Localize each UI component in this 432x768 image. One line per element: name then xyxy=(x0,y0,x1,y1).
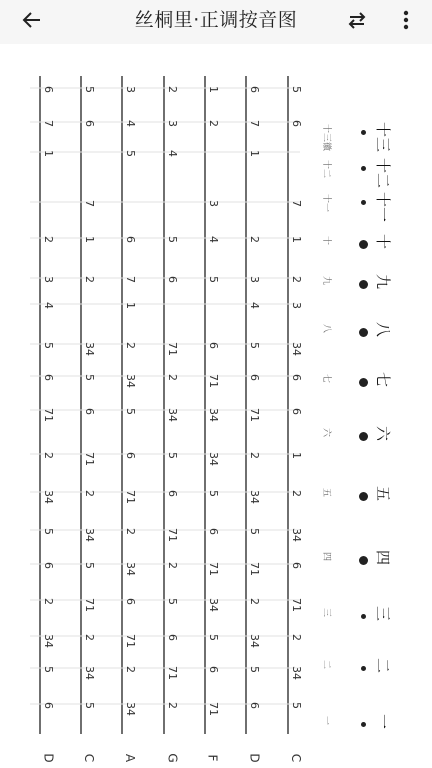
note-cell: 1 xyxy=(124,302,137,309)
string-name: D xyxy=(247,753,262,763)
note-cell: 6 xyxy=(207,666,220,673)
note-cell: 2 xyxy=(290,634,303,641)
note-cell: 6 xyxy=(42,374,55,381)
note-cell: 6 xyxy=(248,86,261,93)
note-cell: 7 xyxy=(42,120,55,127)
hui-label: 一 xyxy=(374,714,392,730)
tablature-sheet xyxy=(0,44,432,768)
note-cell: 5 xyxy=(42,342,55,349)
note-cell: 2 xyxy=(248,236,261,243)
hui-dot-icon xyxy=(361,666,366,671)
hui-label: 十 xyxy=(374,234,392,250)
note-cell: 6 xyxy=(248,702,261,709)
note-cell: 5 xyxy=(124,150,137,157)
note-cell: 71 xyxy=(248,562,261,576)
hui-dot-icon xyxy=(359,328,368,337)
note-cell: 1 xyxy=(248,150,261,157)
note-cell: 4 xyxy=(248,302,261,309)
note-cell: 71 xyxy=(124,490,137,504)
string-name: D xyxy=(41,753,56,763)
hui-dot-icon xyxy=(361,166,366,171)
note-cell: 34 xyxy=(248,490,261,504)
note-cell: 71 xyxy=(290,598,303,612)
fingering-text: 十 xyxy=(321,236,331,246)
hui-label: 三 xyxy=(374,606,392,622)
note-cell: 2 xyxy=(83,490,96,497)
note-cell: 6 xyxy=(207,528,220,535)
string-name: C xyxy=(289,753,304,763)
note-cell: 2 xyxy=(166,562,179,569)
note-cell: 34 xyxy=(124,702,137,716)
note-cell: 2 xyxy=(166,86,179,93)
note-cell: 6 xyxy=(166,634,179,641)
fingering-text: 九 xyxy=(321,276,331,286)
note-cell: 5 xyxy=(83,86,96,93)
string-name: C xyxy=(82,753,97,763)
note-cell: 6 xyxy=(248,374,261,381)
note-cell: 3 xyxy=(248,276,261,283)
note-cell: 71 xyxy=(248,408,261,422)
note-cell: 6 xyxy=(290,120,303,127)
note-cell: 34 xyxy=(124,562,137,576)
note-cell: 34 xyxy=(290,528,303,542)
note-cell: 71 xyxy=(166,666,179,680)
note-cell: 5 xyxy=(166,452,179,459)
note-cell: 6 xyxy=(124,598,137,605)
note-cell: 2 xyxy=(166,702,179,709)
note-cell: 5 xyxy=(42,528,55,535)
hui-dot-icon xyxy=(359,378,368,387)
note-cell: 2 xyxy=(83,276,96,283)
string-name: F xyxy=(205,754,220,762)
note-cell: 34 xyxy=(42,634,55,648)
note-cell: 34 xyxy=(207,452,220,466)
note-cell: 6 xyxy=(166,276,179,283)
swap-arrows-icon[interactable] xyxy=(344,8,370,32)
note-cell: 71 xyxy=(166,528,179,542)
note-cell: 6 xyxy=(290,562,303,569)
note-cell: 71 xyxy=(83,452,96,466)
note-cell: 2 xyxy=(124,528,137,535)
note-cell: 6 xyxy=(124,236,137,243)
note-cell: 6 xyxy=(290,408,303,415)
note-cell: 2 xyxy=(290,276,303,283)
string-name: G xyxy=(165,753,180,763)
note-cell: 34 xyxy=(83,528,96,542)
note-cell: 1 xyxy=(290,452,303,459)
note-cell: 2 xyxy=(290,490,303,497)
hui-dot-icon xyxy=(361,614,366,619)
note-cell: 6 xyxy=(83,120,96,127)
hui-dot-icon xyxy=(359,432,368,441)
hui-label: 六 xyxy=(374,426,392,442)
string-grid xyxy=(0,44,432,768)
note-cell: 6 xyxy=(42,702,55,709)
fingering-text: 三 xyxy=(321,608,331,618)
note-cell: 34 xyxy=(248,634,261,648)
hui-label: 二 xyxy=(374,658,392,674)
fingering-text: 一 xyxy=(321,716,331,726)
note-cell: 71 xyxy=(83,598,96,612)
note-cell: 5 xyxy=(248,342,261,349)
note-cell: 6 xyxy=(42,562,55,569)
note-cell: 5 xyxy=(248,528,261,535)
note-cell: 4 xyxy=(207,236,220,243)
note-cell: 2 xyxy=(248,598,261,605)
note-cell: 34 xyxy=(290,666,303,680)
fingering-text: 十二 xyxy=(321,160,331,179)
note-cell: 34 xyxy=(83,666,96,680)
note-cell: 2 xyxy=(207,120,220,127)
fingering-text: 八 xyxy=(321,324,331,334)
note-cell: 1 xyxy=(42,150,55,157)
note-cell: 71 xyxy=(207,702,220,716)
hui-dot-icon xyxy=(361,722,366,727)
note-cell: 5 xyxy=(248,666,261,673)
note-cell: 2 xyxy=(42,598,55,605)
note-cell: 6 xyxy=(166,490,179,497)
note-cell: 34 xyxy=(124,374,137,388)
hui-dot-icon xyxy=(361,200,366,205)
note-cell: 5 xyxy=(207,490,220,497)
note-cell: 34 xyxy=(83,342,96,356)
note-cell: 7 xyxy=(124,276,137,283)
note-cell: 5 xyxy=(83,702,96,709)
note-cell: 34 xyxy=(207,408,220,422)
note-cell: 1 xyxy=(83,236,96,243)
note-cell: 1 xyxy=(207,86,220,93)
hui-dot-icon xyxy=(359,556,368,565)
hui-dot-icon xyxy=(359,492,368,501)
note-cell: 4 xyxy=(166,150,179,157)
note-cell: 71 xyxy=(42,408,55,422)
fingering-text: 七 xyxy=(321,374,331,384)
note-cell: 5 xyxy=(166,236,179,243)
note-cell: 5 xyxy=(124,408,137,415)
more-vertical-icon[interactable] xyxy=(394,6,418,34)
hui-label: 十三 xyxy=(374,122,392,153)
note-cell: 2 xyxy=(166,374,179,381)
fingering-text: 五 xyxy=(321,488,331,498)
hui-dot-icon xyxy=(359,280,368,289)
fingering-text: 十三徽 xyxy=(321,124,331,152)
note-cell: 2 xyxy=(42,236,55,243)
note-cell: 34 xyxy=(42,490,55,504)
fingering-text: 四 xyxy=(321,552,331,562)
page-title: 丝桐里·正调按音图 xyxy=(134,9,298,31)
note-cell: 5 xyxy=(83,374,96,381)
note-cell: 71 xyxy=(207,562,220,576)
note-cell: 34 xyxy=(290,342,303,356)
hui-label: 十一 xyxy=(374,192,392,223)
note-cell: 6 xyxy=(42,86,55,93)
fingering-text: 十一 xyxy=(321,194,331,213)
note-cell: 2 xyxy=(248,452,261,459)
note-cell: 7 xyxy=(290,200,303,207)
hui-label: 四 xyxy=(374,550,392,566)
app-bar xyxy=(0,0,432,44)
string-name: A xyxy=(123,753,138,763)
note-cell: 6 xyxy=(124,452,137,459)
hui-dot-icon xyxy=(361,130,366,135)
hui-label: 七 xyxy=(374,372,392,388)
note-cell: 7 xyxy=(248,120,261,127)
note-cell: 2 xyxy=(83,634,96,641)
tablature-canvas xyxy=(0,44,432,768)
note-cell: 6 xyxy=(207,342,220,349)
fingering-text: 二 xyxy=(321,660,331,670)
note-cell: 2 xyxy=(124,666,137,673)
note-cell: 7 xyxy=(83,200,96,207)
hui-label: 九 xyxy=(374,274,392,290)
note-cell: 6 xyxy=(83,408,96,415)
note-cell: 5 xyxy=(207,276,220,283)
note-cell: 2 xyxy=(124,342,137,349)
note-cell: 34 xyxy=(166,408,179,422)
note-cell: 1 xyxy=(290,236,303,243)
note-cell: 4 xyxy=(124,120,137,127)
hui-label: 五 xyxy=(374,486,392,502)
note-cell: 3 xyxy=(290,302,303,309)
hui-label: 十二 xyxy=(374,158,392,189)
fingering-text: 六 xyxy=(321,428,331,438)
hui-label: 八 xyxy=(374,322,392,338)
note-cell: 4 xyxy=(42,302,55,309)
hui-dot-icon xyxy=(359,240,368,249)
note-cell: 71 xyxy=(207,374,220,388)
note-cell: 5 xyxy=(290,86,303,93)
note-cell: 71 xyxy=(166,342,179,356)
note-cell: 71 xyxy=(124,634,137,648)
note-cell: 5 xyxy=(207,634,220,641)
note-cell: 5 xyxy=(166,598,179,605)
note-cell: 3 xyxy=(42,276,55,283)
note-cell: 3 xyxy=(207,200,220,207)
note-cell: 3 xyxy=(166,120,179,127)
note-cell: 34 xyxy=(207,598,220,612)
note-cell: 6 xyxy=(290,374,303,381)
note-cell: 5 xyxy=(290,702,303,709)
note-cell: 2 xyxy=(42,452,55,459)
note-cell: 3 xyxy=(124,86,137,93)
note-cell: 5 xyxy=(42,666,55,673)
note-cell: 5 xyxy=(83,562,96,569)
